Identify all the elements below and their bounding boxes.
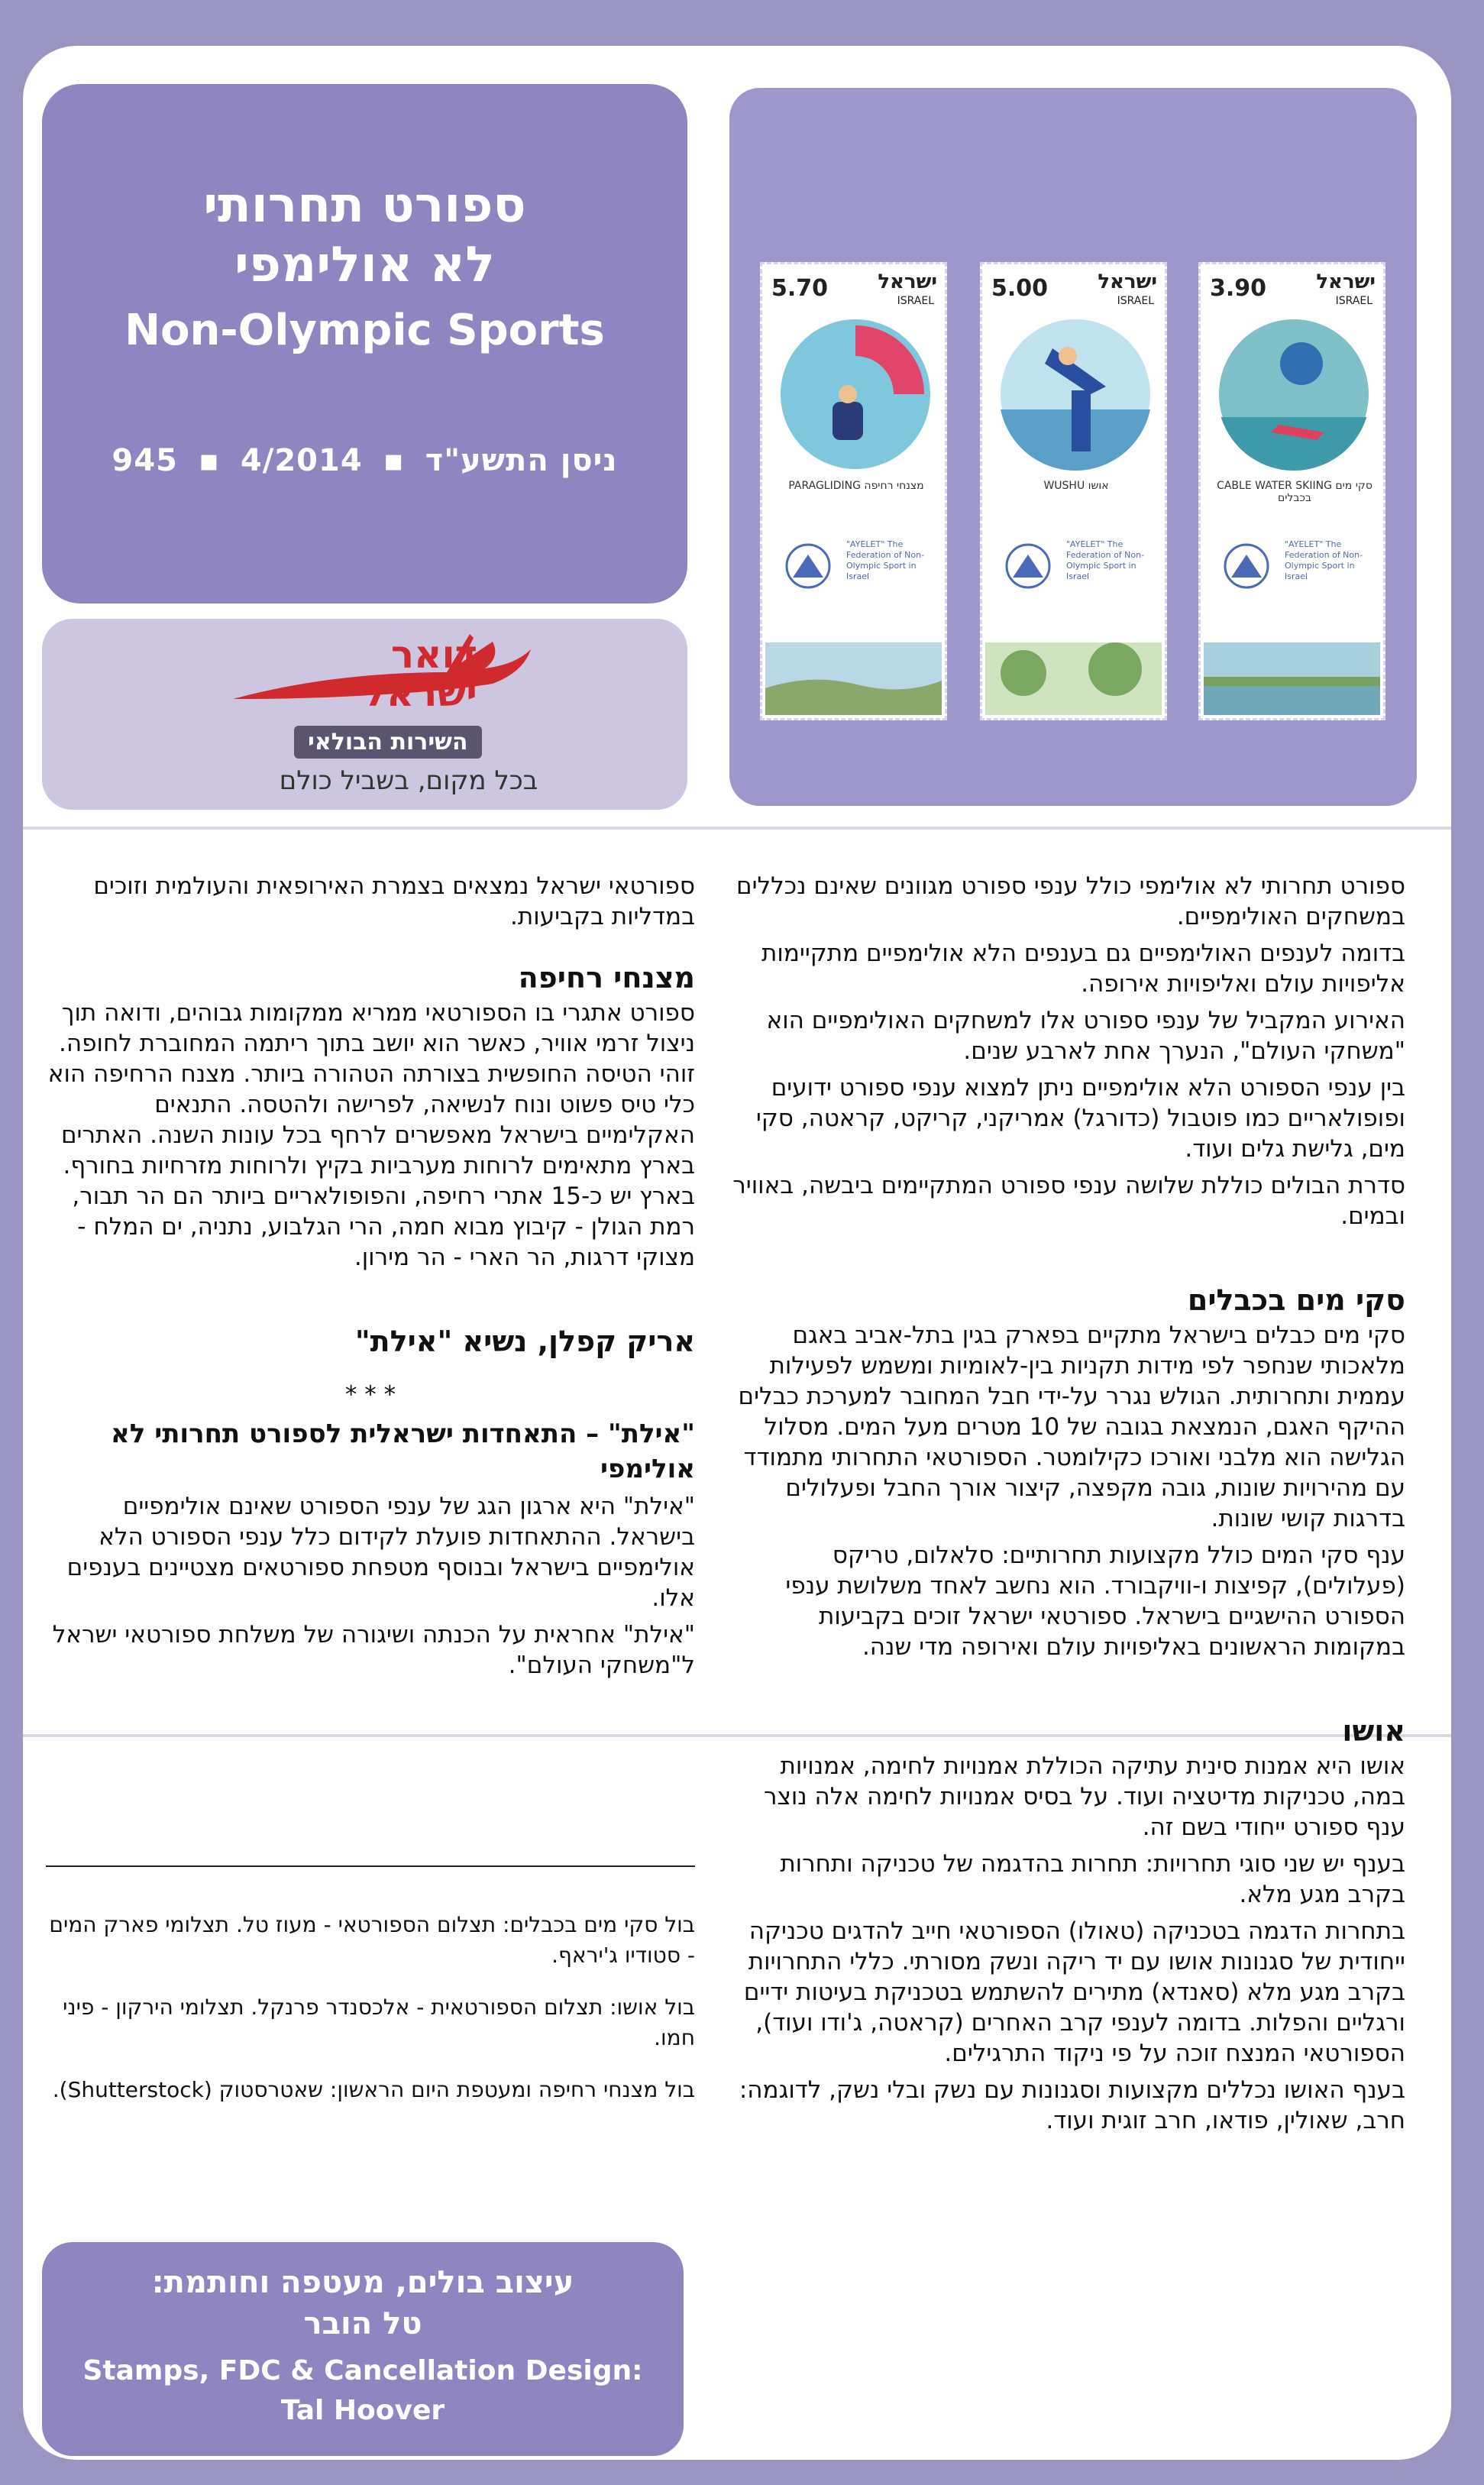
- brand-line2: ישראל: [363, 671, 477, 715]
- photo-credits: [46, 1910, 695, 2127]
- section-heading-paragliding: מצנחי רחיפה: [518, 961, 695, 995]
- slogan: בכל מקום, בשביל כולם: [279, 765, 538, 796]
- water-ski-paragraph: סקי מים כבלים בישראל מתקיים בפארק בגין בתל-אביב באגם מלאכותי שנחפר לפי מידות תקניות בין-לאומיות ומשמש לפעילות עממית ותחרותית. הגולש נגרר על-ידי חבל המחובר למערכת כבלים ההיקף האגם, הנמצאת בגובה של 10 מטרים מעל המים. מסלול הגלישה הוא מלבני ואורכו כקילומטר. הספורטאי התחרותי מתמודד עם מהירויות שונות, גובה מקפצה, קיצור אורך החבל ופעלולים בדרגות קושי שונות.: [738, 1322, 1405, 1532]
- intro-paragraph: האירוע המקביל של ענפי ספורט אלו למשחקים האולימפיים הוא "משחקי העולם", הנערך אחת לארבע שנים.: [766, 1007, 1405, 1065]
- divider-line: [46, 1865, 695, 1867]
- issue-date: 4/2014: [240, 443, 363, 478]
- water-skier-image-icon: [1217, 318, 1370, 471]
- intro-paragraph: ספורט תחרותי לא אולימפי כולל ענפי ספורט מגוונים שאינם נכללים במשחקים האולימפיים.: [736, 872, 1405, 930]
- issue-separator: ▪: [198, 443, 220, 478]
- stamp-paragliding: [760, 262, 947, 720]
- stamp-wushu: [980, 262, 1167, 720]
- right-column: [729, 871, 1405, 2142]
- president-signature: אריק קפלן, נשיא "אילת": [354, 1325, 695, 1358]
- fold-line: [23, 827, 1451, 830]
- title-hebrew-line2: לא אולימפי: [234, 237, 495, 293]
- stamp-cable-water-skiing: [1198, 262, 1385, 720]
- intro-paragraph: סדרת הבולים כוללת שלושה ענפי ספורט המתקיימים ביבשה, באוויר ובמים.: [732, 1172, 1405, 1230]
- brand-line1: דואר: [390, 633, 477, 677]
- stamp-country: ישראל: [1098, 270, 1157, 293]
- ayelet-logo-icon: [778, 543, 839, 589]
- paraglider-image-icon: [779, 318, 932, 471]
- credit-line: בול אושו: תצלום הספורטאית - אלכסנדר פרנקל. תצלומי הירקון - פיני חמו.: [63, 1995, 695, 2050]
- ayelet-paragraph: "אילת" אחראית על הכנתה ושיגורה של משלחת ספורטאי ישראל ל"משחקי העולם".: [52, 1621, 695, 1679]
- design-he-line2: טל הובר: [303, 2306, 422, 2341]
- stamp-tab-text: "AYELET" The Federation of Non-Olympic Sport in Israel: [846, 539, 925, 581]
- stamps-panel: [729, 88, 1417, 806]
- stamp-country: ישראל: [1316, 270, 1376, 293]
- issue-number: 945: [112, 443, 178, 478]
- design-en-line1: Stamps, FDC & Cancellation Design:: [82, 2355, 643, 2386]
- stamp-value: 5.00: [991, 275, 1049, 302]
- section-heading-water-ski: סקי מים בכבלים: [1187, 1283, 1405, 1317]
- lake-image-icon: [1204, 642, 1380, 715]
- title-panel: [42, 84, 687, 603]
- stamp-country-en: ISRAEL: [1117, 295, 1154, 307]
- stamp-country: ישראל: [878, 270, 937, 293]
- design-he-line1: עיצוב בולים, מעטפה וחותמת:: [151, 2265, 574, 2300]
- separator-stars: * * *: [344, 1381, 396, 1409]
- philatelic-service-badge: השירות הבולאי: [294, 726, 482, 759]
- stamp-label: CABLE WATER SKIING סקי מים בכבלים: [1217, 480, 1372, 504]
- intro-paragraph: בדומה לענפים האולימפיים גם בענפים הלא אולימפיים מתקיימות אליפויות עולם ואליפויות אירופה.: [761, 940, 1405, 998]
- ayelet-logo-icon: [997, 543, 1059, 589]
- credit-line: בול מצנחי רחיפה ומעטפת היום הראשון: שאטרסטוק (Shutterstock).: [52, 2077, 695, 2102]
- landscape-image-icon: [765, 642, 942, 715]
- title-hebrew-line1: ספורט תחרותי: [203, 177, 526, 234]
- intro-paragraph: ספורטאי ישראל נמצאים בצמרת האירופאית והעולמית וזוכים במדליות בקביעות.: [93, 872, 695, 930]
- wushu-paragraph: בתחרות הדגמה בטכניקה (טאולו) הספורטאי חייב להדגים טכניקה ייחודית של סגנונות אושו עם יד ריקה ונשק מסורתי. כללי התחרויות בקרב מגע מלא (סאנדא) מתירים להשתמש בטכניקת בעיטות ידיים ורגליים והפלות. בדומה לענפי קרב האחרים (קראטה, ג'ודו ועוד), הספורטאי המנצח זוכה על פי ניקוד התרגילים.: [743, 1917, 1405, 2067]
- ayelet-logo-icon: [1216, 543, 1277, 589]
- israel-post-logo-panel: [42, 619, 687, 810]
- water-ski-paragraph: ענף סקי המים כולל מקצועות תחרותיים: סלאלום, טריקס (פעלולים), קפיצות ו-וויקבורד. הוא נחשב לאחד משלושת ענפי הספורט ההישגיים בישראל. ספורטאי ישראל זוכים בקביעות במקומות הראשונים באליפויות עולם ואירופה מדי שנה.: [785, 1542, 1405, 1661]
- wushu-image-icon: [999, 318, 1152, 471]
- issue-info: [42, 443, 687, 478]
- stamp-tab-text: "AYELET" The Federation of Non-Olympic Sport in Israel: [1285, 539, 1363, 581]
- title-english: Non-Olympic Sports: [124, 306, 605, 355]
- wushu-paragraph: בענף יש שני סוגי תחרויות: תחרות בהדגמה של טכניקה ותחרות בקרב מגע מלא.: [780, 1850, 1405, 1908]
- ayelet-paragraph: "אילת" היא ארגון הגג של ענפי הספורט שאינם אולימפיים בישראל. ההתאחדות פועלת לקידום כלל ענפי הספורט הלא אולימפיים בישראל ובנוסף מטפחת ספורטאים מצטיינים בענפים אלו.: [66, 1493, 695, 1612]
- design-en-line2: Tal Hoover: [280, 2395, 445, 2426]
- brand-name: [363, 633, 477, 715]
- intro-paragraph: בין ענפי הספורט הלא אולימפיים ניתן למצוא ענפי ספורט ידועים ופופולאריים כמו פוטבול (כדורגל) אמריקני, קריקט, קראטה, סקי מים, גלישת גלים ועוד.: [755, 1074, 1405, 1163]
- issue-hebrew-date: ניסן התשע"ד: [425, 443, 618, 478]
- left-column: [46, 871, 695, 1687]
- stamp-country-en: ISRAEL: [1335, 295, 1372, 307]
- park-image-icon: [985, 642, 1162, 715]
- paragliding-paragraph: ספורט אתגרי בו הספורטאי ממריא ממקומות גבוהים, ודואה תוך ניצול זרמי אוויר, כאשר הוא יושב בתוך ריתמה המחוברת לחופה. זוהי הטיסה החופשית בצורתה הטהורה ביותר. מצנח הרחיפה הוא כלי טיס פשוט ונוח לנשיאה, לפרישה ולהטסה. התנאים האקלימיים בישראל מאפשרים לרחף בכל עונות השנה. האתרים בארץ מתאימים לרוחות מערביות בקיץ ולרוחות מזרחיות בחורף. בארץ יש כ-15 אתרי רחיפה, והפופולאריים ביותר הם הר תבור, רמת הגולן - קיבוץ מבוא חמה, הרי הגלבוע, נתניה, ים המלח - מצוקי דרגות, הר הארי - הר מירון.: [47, 999, 695, 1271]
- issue-separator: ▪: [383, 443, 405, 478]
- stamp-country-en: ISRAEL: [897, 295, 934, 307]
- stamp-value: 3.90: [1210, 275, 1267, 302]
- section-heading-wushu: אושו: [1342, 1714, 1405, 1748]
- stamp-label: PARAGLIDING מצנחי רחיפה: [788, 480, 924, 492]
- stamp-tab-text: "AYELET" The Federation of Non-Olympic Sport in Israel: [1066, 539, 1145, 581]
- section-heading-ayelet: "אילת" – התאחדות ישראלית לספורט תחרותי לא אולימפי: [111, 1419, 695, 1484]
- design-credit-panel: [42, 2242, 684, 2456]
- wushu-paragraph: אושו היא אמנות סינית עתיקה הכוללת אמנויות לחימה, אמנויות במה, טכניקות מדיטציה ועוד. על בסיס אמנויות לחימה אלה נוצר ענף ספורט ייחודי בשם זה.: [763, 1752, 1405, 1841]
- credit-line: בול סקי מים בכבלים: תצלום הספורטאי - מעוז טל. תצלומי פארק המים - סטודיו ג'יראף.: [49, 1912, 695, 1968]
- wushu-paragraph: בענף האושו נכללים מקצועות וסגנונות עם נשק ובלי נשק, לדוגמה: חרב, שאולין, פודאו, חרב זוגית ועוד.: [739, 2076, 1405, 2134]
- stamp-value: 5.70: [771, 275, 829, 302]
- stamp-label: WUSHU אושו: [1043, 480, 1109, 492]
